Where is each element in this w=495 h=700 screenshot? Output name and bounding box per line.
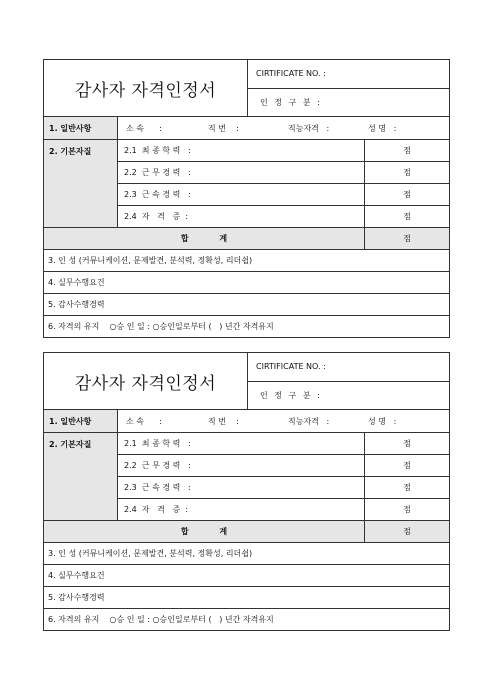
tenure-row bbox=[118, 476, 449, 498]
qualification-maintenance-row[interactable]: 6. 자격의 유지 ○승 인 일 : ○승인일로부터 ( ) 년간 자격유지 bbox=[44, 608, 449, 630]
cert-info bbox=[248, 60, 449, 116]
education-row bbox=[118, 140, 449, 161]
total-row bbox=[44, 227, 449, 249]
name-field[interactable]: 성 명 : bbox=[368, 123, 397, 133]
tenure-points: 점 bbox=[403, 190, 411, 199]
total-points: 점 bbox=[365, 228, 449, 249]
audit-experience-row[interactable]: 5. 감사수행경력 bbox=[44, 293, 449, 315]
certificate-form-1 bbox=[43, 59, 450, 338]
education-field[interactable]: 2.1 최 종 학 력 : bbox=[118, 140, 365, 161]
basic-label: 2. 기본자질 bbox=[44, 433, 118, 520]
audit-experience-row[interactable]: 5. 감사수행경력 bbox=[44, 586, 449, 608]
education-field[interactable]: 2.1 최 종 학 력 : bbox=[118, 433, 365, 454]
license-row bbox=[118, 205, 449, 227]
license-points: 점 bbox=[403, 212, 411, 221]
license-row bbox=[118, 498, 449, 520]
license-points: 점 bbox=[403, 505, 411, 514]
work-experience-field[interactable]: 2.2 근 무 경 력 : bbox=[118, 162, 365, 183]
personality-row[interactable]: 3. 인 성 (커뮤니케이션, 문제발견, 분석력, 정확성, 리더쉽) bbox=[44, 542, 449, 564]
basic-label: 2. 기본자질 bbox=[44, 140, 118, 227]
cert-no-field[interactable]: CIRTIFICATE NO. : bbox=[256, 69, 326, 79]
work-experience-row bbox=[118, 161, 449, 183]
work-experience-points: 점 bbox=[403, 168, 411, 177]
total-points: 점 bbox=[365, 521, 449, 542]
tenure-points: 점 bbox=[403, 483, 411, 492]
certificate-form-2 bbox=[43, 352, 450, 631]
general-row bbox=[44, 409, 449, 432]
general-fields bbox=[118, 410, 449, 432]
personality-row[interactable]: 3. 인 성 (커뮤니케이션, 문제발견, 분석력, 정확성, 리더쉽) bbox=[44, 249, 449, 271]
employee-no-field[interactable]: 직 번 : bbox=[208, 416, 239, 426]
tenure-row bbox=[118, 183, 449, 205]
basic-qualification-row bbox=[44, 432, 449, 520]
work-experience-points: 점 bbox=[403, 461, 411, 470]
affiliation-field[interactable]: 소 속 : bbox=[126, 416, 162, 426]
total-row bbox=[44, 520, 449, 542]
total-label: 합 계 bbox=[44, 228, 365, 249]
practical-requirements-row[interactable]: 4. 실무수행요건 bbox=[44, 271, 449, 293]
form-header bbox=[44, 353, 449, 409]
employee-no-field[interactable]: 직 번 : bbox=[208, 123, 239, 133]
cert-type-field[interactable]: 인 정 구 분 : bbox=[248, 381, 449, 410]
form-header bbox=[44, 60, 449, 116]
education-points: 점 bbox=[403, 439, 411, 448]
name-field[interactable]: 성 명 : bbox=[368, 416, 397, 426]
tenure-field[interactable]: 2.3 근 속 경 력 : bbox=[118, 477, 365, 498]
education-row bbox=[118, 433, 449, 454]
cert-info bbox=[248, 353, 449, 409]
form-title: 감사자 자격인정서 bbox=[44, 353, 248, 409]
work-experience-field[interactable]: 2.2 근 무 경 력 : bbox=[118, 455, 365, 476]
qualification-maintenance-row[interactable]: 6. 자격의 유지 ○승 인 일 : ○승인일로부터 ( ) 년간 자격유지 bbox=[44, 315, 449, 337]
license-field[interactable]: 2.4 자 격 증 : bbox=[118, 206, 365, 227]
basic-qualification-row bbox=[44, 139, 449, 227]
job-grade-field[interactable]: 직능자격 : bbox=[288, 416, 330, 426]
cert-type-field[interactable]: 인 정 구 분 : bbox=[248, 88, 449, 117]
general-row bbox=[44, 116, 449, 139]
job-grade-field[interactable]: 직능자격 : bbox=[288, 123, 330, 133]
general-label: 1. 일반사항 bbox=[44, 410, 118, 432]
general-label: 1. 일반사항 bbox=[44, 117, 118, 139]
total-label: 합 계 bbox=[44, 521, 365, 542]
work-experience-row bbox=[118, 454, 449, 476]
license-field[interactable]: 2.4 자 격 증 : bbox=[118, 499, 365, 520]
tenure-field[interactable]: 2.3 근 속 경 력 : bbox=[118, 184, 365, 205]
practical-requirements-row[interactable]: 4. 실무수행요건 bbox=[44, 564, 449, 586]
general-fields bbox=[118, 117, 449, 139]
affiliation-field[interactable]: 소 속 : bbox=[126, 123, 162, 133]
education-points: 점 bbox=[403, 146, 411, 155]
cert-no-field[interactable]: CIRTIFICATE NO. : bbox=[256, 362, 326, 372]
form-title: 감사자 자격인정서 bbox=[44, 60, 248, 116]
